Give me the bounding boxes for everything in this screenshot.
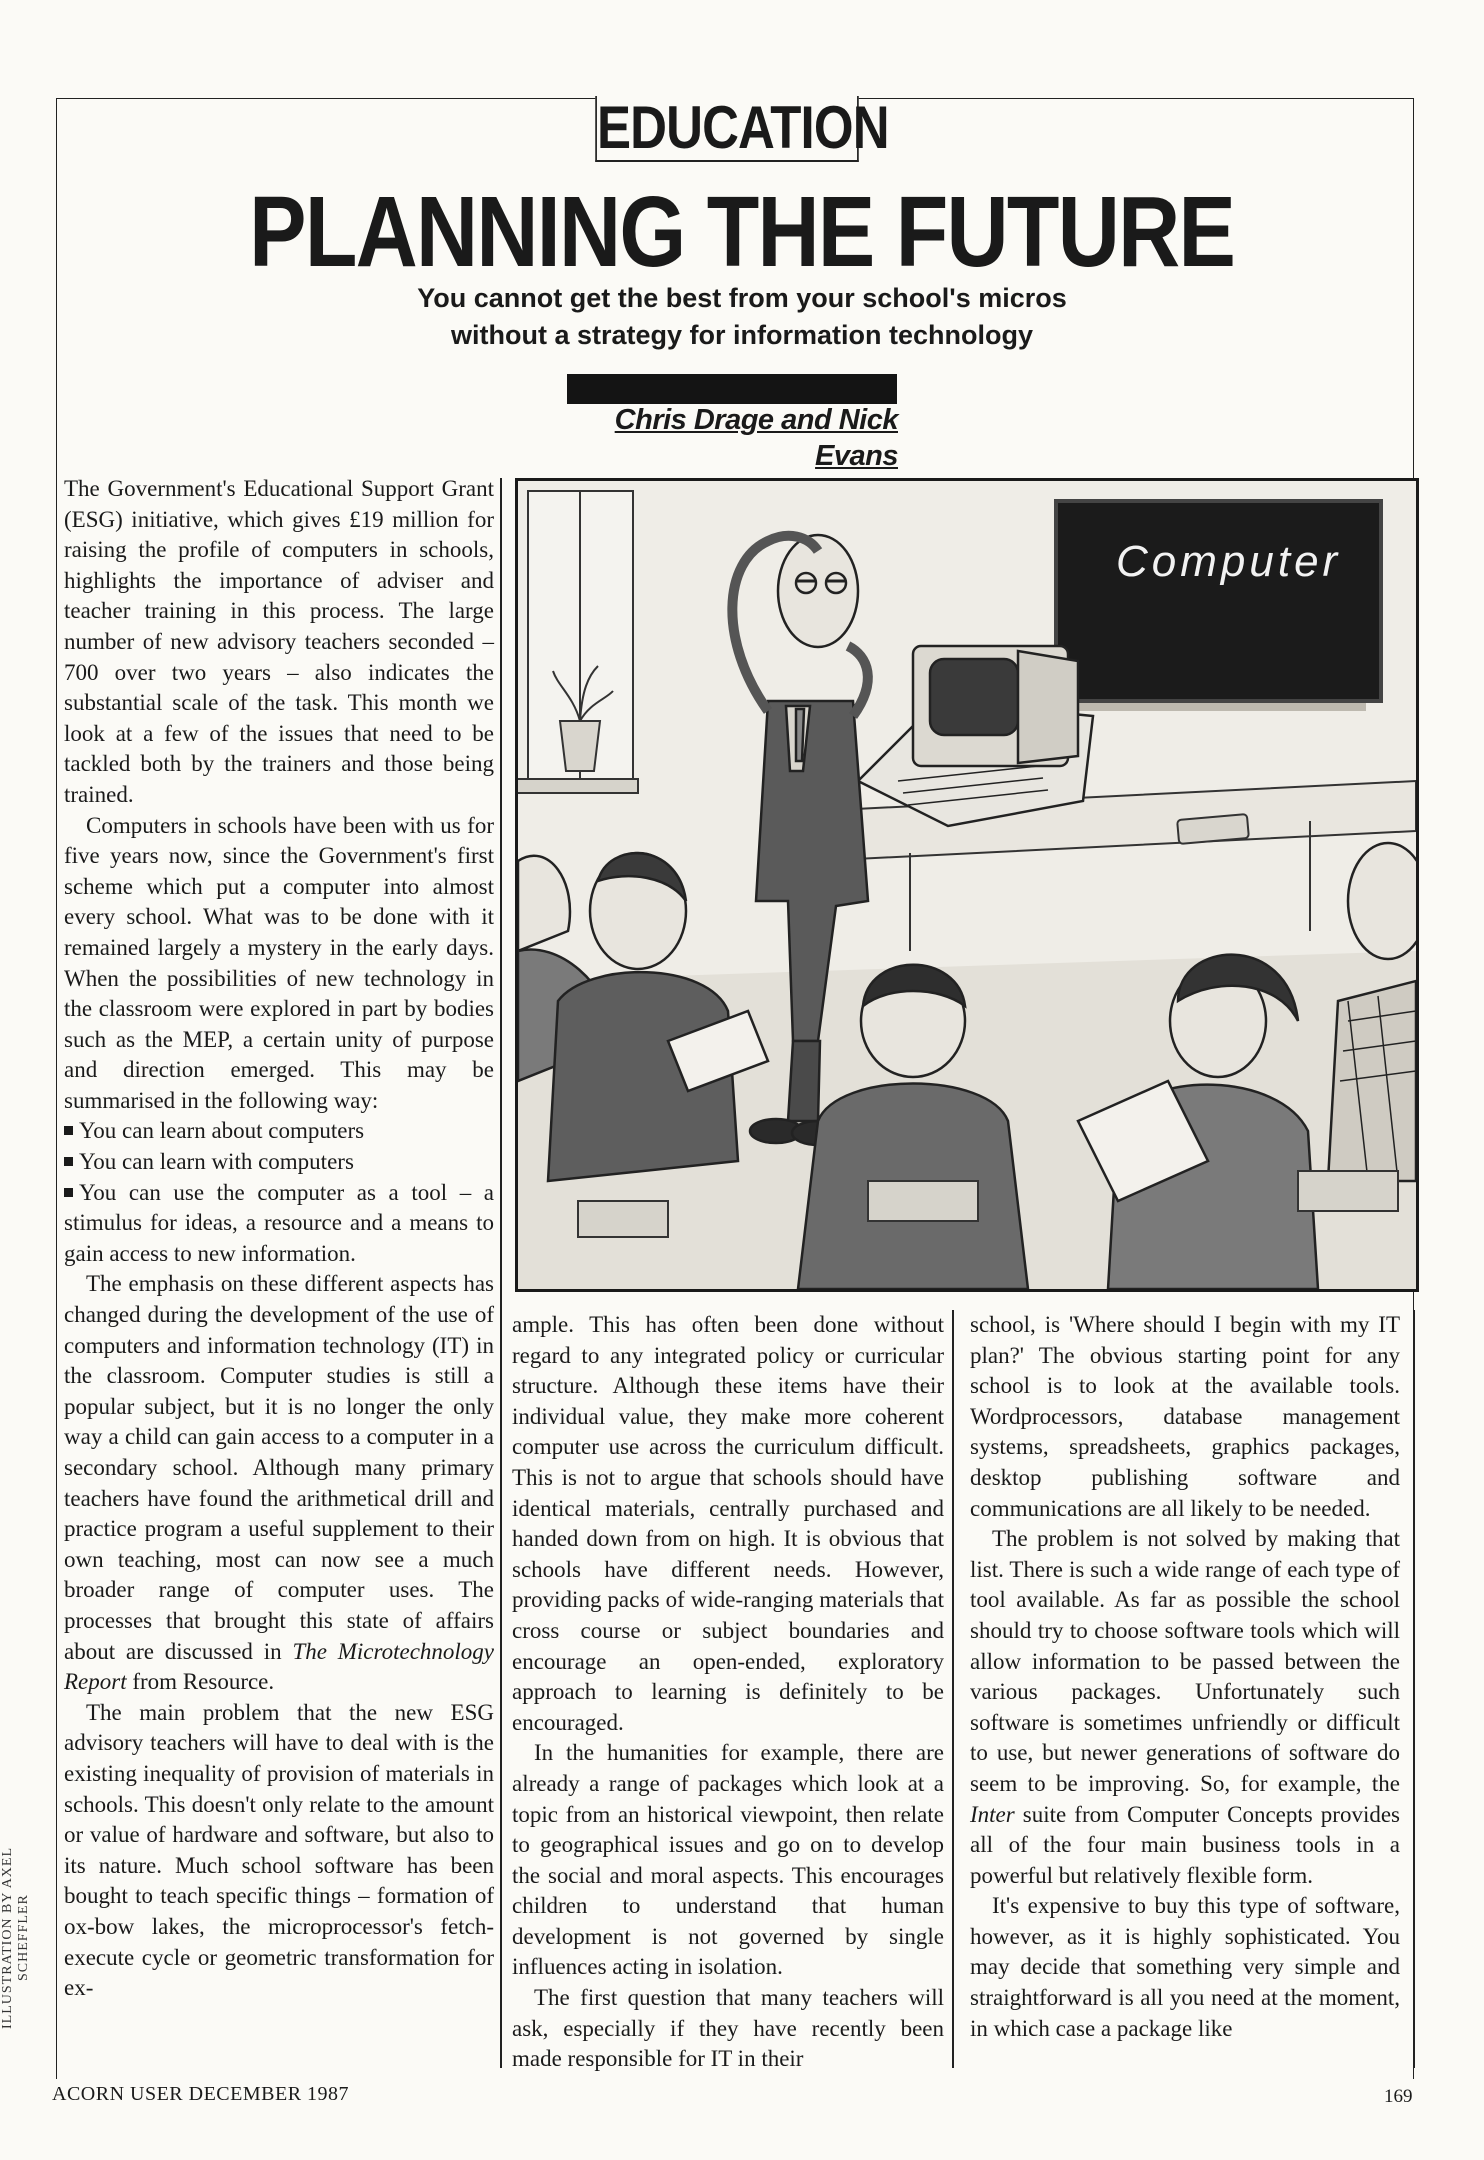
column-rule [500,478,502,2068]
paragraph: The main problem that the new ESG advisory teachers will have to deal with is the existing inequality of provision of materials in schools. This doesn't only relate to the amount or value of hardware and software, but also to its nature. Much school software has been bought to teach specific things – formation of ox-bow lakes, the microprocessor's fetch-execute cycle or geometric transformation for ex- [64,1699,494,2001]
bullet-square-icon [64,1157,73,1166]
mouse-icon [1177,814,1249,844]
publication-title: The Microtechnology Report [64,1638,494,1695]
product-name: Inter [970,1801,1015,1827]
paragraph: ample. This has often been done without regard to any integrated policy or curricular structure. Although these items have their individual value, they make more coherent computer use across the curriculum difficult. This is not to argue that schools should have identical materials, centrally purchased and handed down from on high. It is obvious that schools have different needs. However, providing packs of wide-ranging materials that cross course or subject boundaries and encourage an open-ended, exploratory approach to learning is definitely to be encouraged. [512,1312,944,1735]
paragraph: Computers in schools have been with us for five years now, since the Government's first scheme which put a computer into almost every school. What was to be done with it remained largely a mystery in the early days. When the possibilities of new technology in the classroom were explored in part by bodies such as the MEP, a certain unity of purpose and direction emerged. This may be summarised in the following way: [64,812,494,1113]
standfirst [300,280,1184,354]
column-rule [1413,1310,1415,2068]
paragraph: In the humanities for example, there are already a range of packages which look at a topic from an historical viewpoint, then relate to geographical issues and go on to develop the social and moral aspects. This encourages children to understand that human development is not governed by single influences acting in isolation. [512,1740,944,1980]
paragraph: The Government's Educational Support Grant (ESG) initiative, which gives £19 million for raising the profile of computers in schools, highlights the importance of adviser and teacher training in this process. The large number of new advisory teachers seconded – 700 over two years – also indicates the substantial scale of the task. This month we look at a few of the issues that need to be tackled both by the trainers and those being trained. [64,476,494,807]
article-column-1 [64,474,494,2004]
bullet-item: You can learn with computers [64,1147,494,1178]
page-number: 169 [1384,2086,1413,2107]
classroom-illustration-svg [518,481,1416,1289]
footer-publication: ACORN USER DECEMBER 1987 [52,2083,350,2105]
byline: Chris Drage and Nick Evans [614,404,898,472]
byline-bar [567,374,897,404]
illustration-credit: ILLUSTRATION BY AXEL SCHEFFLER [0,1846,31,2030]
section-label: EDUCATION [596,94,889,161]
classroom-illustration [515,478,1419,1292]
blackboard [1056,501,1381,711]
bullet-square-icon [64,1188,73,1197]
standfirst-line-1: You cannot get the best from your school's micros [417,283,1067,313]
blackboard-text: Computer [1116,537,1342,586]
article-column-2 [512,1310,944,2075]
bullet-item: You can use the computer as a tool – a stimulus for ideas, a resource and a means to gain access to new information. [64,1179,494,1266]
paragraph: The problem is not solved by making that list. There is such a wide range of each type of tool available. As far as possible the school should try to choose software tools which will allow information to be passed between the various packages. Unfortunately such software is sometimes unfriendly or difficult to use, but newer generations of software do seem to be improving. So, for example, the Inter suite from Computer Concepts provides all of the four main business tools in a powerful but relatively flexible form. [970,1526,1401,1888]
standfirst-line-2: without a strategy for information technology [450,320,1034,350]
bullet-square-icon [64,1126,73,1135]
column-rule [952,1310,954,2068]
paragraph: school, is 'Where should I begin with my IT plan?' The obvious starting point for any school is to look at the available tools. Wordprocessors, database management systems, spreadsheets, graphics packages, desktop publishing software and communications are all likely to be needed. [970,1312,1400,1521]
bullet-item: You can learn about computers [64,1116,494,1147]
article-column-3 [970,1310,1400,2044]
paragraph: The first question that many teachers will ask, especially if they have recently been made responsible for IT in their [512,1985,944,2072]
paragraph: It's expensive to buy this type of software, however, as it is highly sophisticated. You may decide that something very simple and straightforward is all you need at the moment, in which case a package like [970,1893,1400,2041]
paragraph: The emphasis on these different aspects has changed during the development of the use of computers and information technology (IT) in the classroom. Computer studies is still a popular subject, but it is no longer the only way a child can gain access to a computer in a secondary school. Although many primary teachers have found the arithmetical drill and practice program a useful supplement to their own teaching, most can now see a much broader range of computer uses. The processes that brought this state of affairs about are discussed in The Microtechnology Report from Resource. [64,1271,494,1695]
headline: PLANNING THE FUTURE [249,176,1235,288]
